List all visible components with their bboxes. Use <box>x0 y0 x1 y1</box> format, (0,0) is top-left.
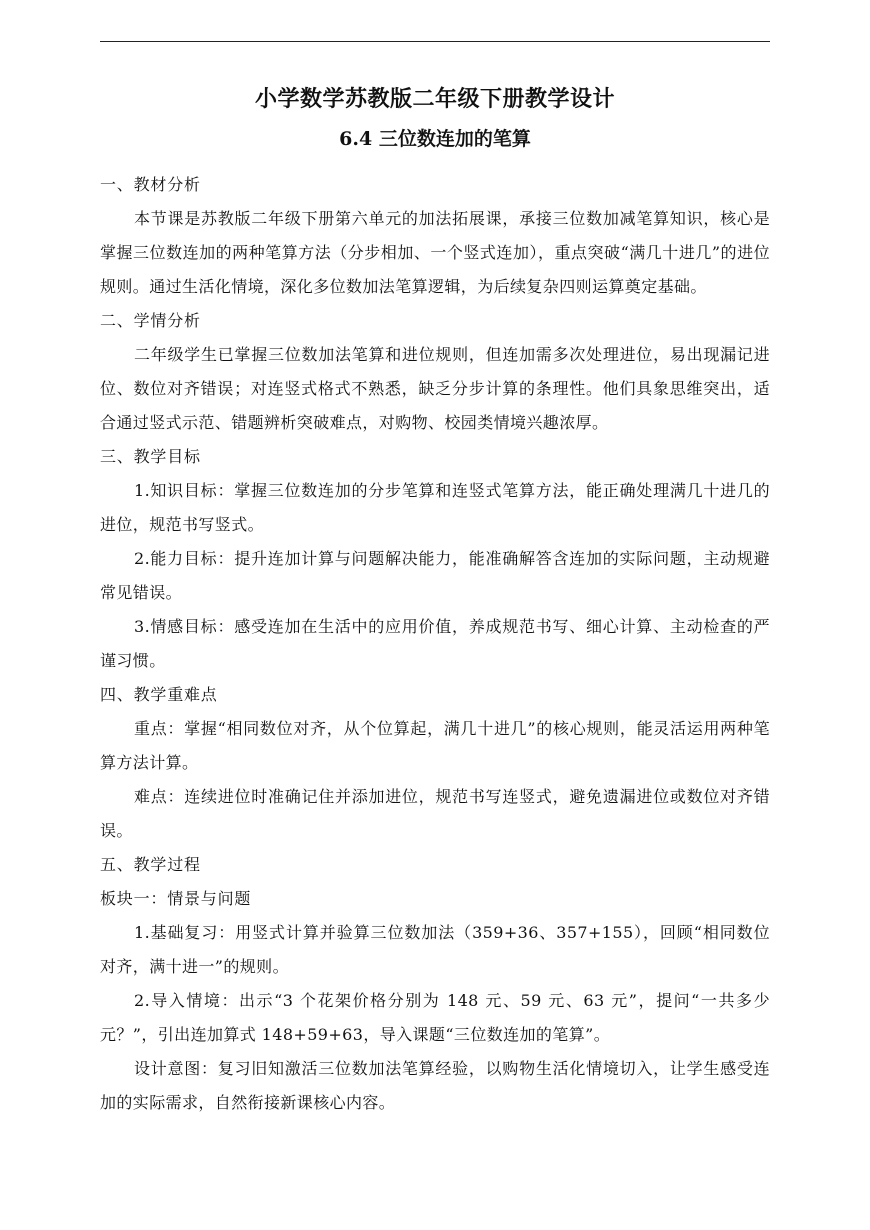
document-title: 小学数学苏教版二年级下册教学设计 <box>254 86 615 112</box>
paragraph: 3.情感目标：感受连加在生活中的应用价值，养成规范书写、细心计算、主动检查的严谨习惯。 <box>100 617 770 670</box>
section-key-points <box>100 678 770 848</box>
paragraph: 1.基础复习：用竖式计算并验算三位数加法（359+36、357+155），回顾“相同数位对齐，满十进一”的规则。 <box>100 923 770 976</box>
header-rule <box>100 41 770 42</box>
paragraph: 本节课是苏教版二年级下册第六单元的加法拓展课，承接三位数加减笔算知识，核心是掌握三位数连加的两种笔算方法（分步相加、一个竖式连加），重点突破“满几十进几”的进位规则。通过生活化情境，深化多位数加法笔算逻辑，为后续复杂四则运算奠定基础。 <box>100 209 770 296</box>
section-teaching-process <box>100 848 770 1120</box>
paragraph: 1.知识目标：掌握三位数连加的分步笔算和连竖式笔算方法，能正确处理满几十进几的进位，规范书写竖式。 <box>100 481 770 534</box>
lesson-title: 6.4 三位数连加的笔算 <box>339 128 531 150</box>
paragraph: 2.导入情境：出示“3 个花架价格分别为 148 元、59 元、63 元”，提问“一共多少元？”，引出连加算式 148+59+63，导入课题“三位数连加的笔算”。 <box>100 991 770 1044</box>
section-textbook-analysis <box>100 168 770 304</box>
section-heading: 三、教学目标 <box>100 447 201 466</box>
paragraph: 二年级学生已掌握三位数加法笔算和进位规则，但连加需多次处理进位，易出现漏记进位、数位对齐错误；对连竖式格式不熟悉，缺乏分步计算的条理性。他们具象思维突出，适合通过竖式示范、错题辨析突破难点，对购物、校园类情境兴趣浓厚。 <box>100 345 770 432</box>
document-body <box>100 84 770 1120</box>
paragraph: 重点：掌握“相同数位对齐，从个位算起，满几十进几”的核心规则，能灵活运用两种笔算方法计算。 <box>100 719 770 772</box>
paragraph: 2.能力目标：提升连加计算与问题解决能力，能准确解答含连加的实际问题，主动规避常见错误。 <box>100 549 770 602</box>
section-student-analysis <box>100 304 770 440</box>
section-heading: 一、教材分析 <box>100 175 201 194</box>
paragraph: 设计意图：复习旧知激活三位数加法笔算经验，以购物生活化情境切入，让学生感受连加的实际需求，自然衔接新课核心内容。 <box>100 1059 770 1112</box>
paragraph: 难点：连续进位时准确记住并添加进位，规范书写连竖式，避免遗漏进位或数位对齐错误。 <box>100 787 770 840</box>
section-heading: 五、教学过程 <box>100 855 201 874</box>
section-teaching-goals <box>100 440 770 678</box>
section-heading: 四、教学重难点 <box>100 685 218 704</box>
section-heading: 二、学情分析 <box>100 311 201 330</box>
block-heading: 板块一：情景与问题 <box>100 889 252 908</box>
